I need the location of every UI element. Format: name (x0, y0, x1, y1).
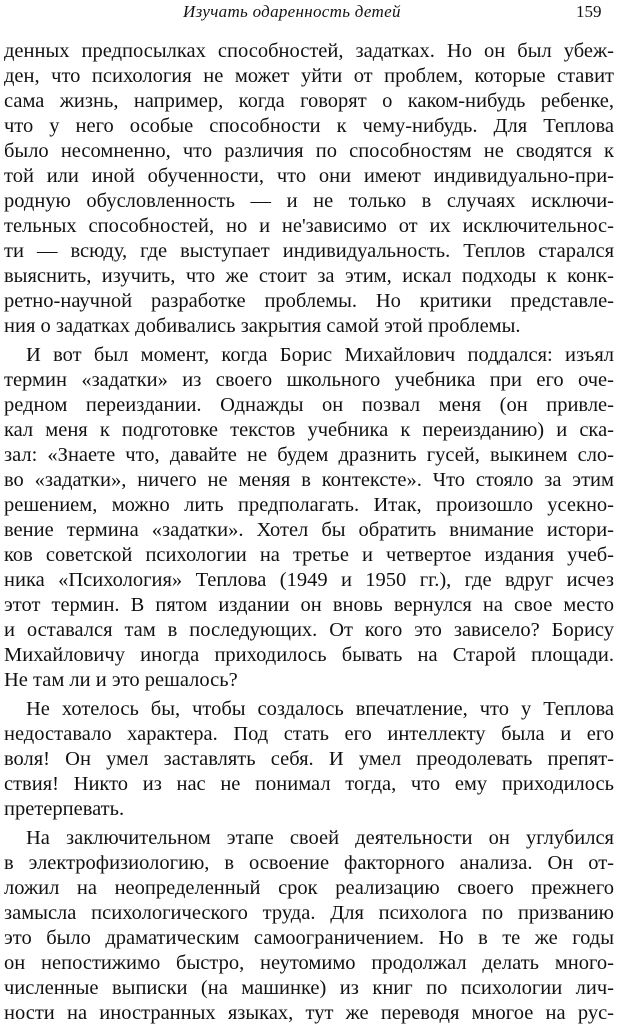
text-line: было несомненно, что различия по способностям не сводятся к (4, 140, 614, 162)
text-line: решением, можно лить предполагать. Итак, произошло усекно- (4, 494, 614, 516)
text-line: сама жизнь, например, когда говорят о каком-нибудь ребенке, (4, 90, 614, 112)
text-line: ния о задатках добивались закрытия самой этой проблемы. (4, 315, 521, 337)
text-line: в электрофизиологию, в освоение факторного анализа. Он от- (4, 852, 614, 874)
text-line: ствия! Никто из нас не понимал тогда, что ему приходилось (4, 773, 614, 795)
page-number: 159 (576, 2, 602, 21)
text-line: недоставало характера. Под стать его интеллекту была и его (4, 723, 614, 745)
text-line: что у него особые способности к чему-нибудь. Для Теплова (4, 115, 614, 137)
text-line: вение термина «задатки». Хотел бы обратить внимание истори- (4, 519, 614, 541)
text-line: он непостижимо быстро, неутомимо продолжал делать много- (4, 952, 614, 974)
text-line: это было драматическим самоограничением. Но в те же годы (4, 927, 614, 949)
text-line: выяснить, изучить, что же стоит за этим, искал подходы к конк- (4, 265, 614, 287)
text-line: той или иной обученности, что они имеют индивидуально-при- (4, 165, 614, 187)
text-line: ретно-научной разработке проблемы. Но критики представле- (4, 290, 614, 312)
text-line: и оставался там в последующих. От кого это зависело? Борису (4, 619, 614, 641)
running-head (0, 2, 620, 26)
text-line: ти — всюду, где выступает индивидуальность. Теплов старался (4, 240, 614, 262)
text-line: ника «Психология» Теплова (1949 и 1950 гг.), где вдруг исчез (4, 569, 614, 591)
text-line: ков советской психологии на третье и четвертое издания учеб- (4, 544, 614, 566)
text-line: ности на иностранных языках, тут же переводя многое на рус- (4, 1002, 614, 1024)
text-line: денных предпосылках способностей, задатках. Но он был убеж- (4, 40, 614, 62)
text-line: родную обусловленность — и не только в случаях исключи- (4, 190, 614, 212)
text-line: во «задатки», ничего не меняя в контексте». Что стояло за этим (4, 469, 614, 491)
text-line: зал: «Знаете что, давайте не будем дразнить гусей, выкинем сло- (4, 444, 614, 466)
text-line: Не хотелось бы, чтобы создалось впечатление, что у Теплова (26, 698, 614, 720)
paragraph (4, 697, 614, 822)
paragraph (4, 826, 614, 1026)
text-line: Не там ли и это решалось? (4, 669, 238, 691)
text-line: численные выписки (на машинке) из книг по психологии лич- (4, 977, 614, 999)
text-line: замысла психологического труда. Для психолога по призванию (4, 902, 614, 924)
body-text (4, 39, 614, 1030)
text-line: претерпевать. (4, 798, 125, 820)
text-line: редном переиздании. Однажды он позвал меня (он привле- (4, 394, 614, 416)
text-line: ложил на неопределенный срок реализацию своего прежнего (4, 877, 614, 899)
text-line: термин «задатки» из своего школьного учебника при его оче- (4, 369, 614, 391)
paragraph (4, 39, 614, 339)
text-line: Михайловичу иногда приходилось бывать на Старой площади. (4, 644, 614, 666)
text-line: И вот был момент, когда Борис Михайлович поддался: изъял (26, 344, 614, 366)
paragraph (4, 343, 614, 693)
text-line: кал меня к подготовке текстов учебника к переизданию) и ска- (4, 419, 614, 441)
text-line: воля! Он умел заставлять себя. И умел преодолевать препят- (4, 748, 614, 770)
text-line: этот термин. В пятом издании он вновь вернулся на свое место (4, 594, 614, 616)
running-title: Изучать одаренность детей (183, 2, 401, 21)
text-line: ден, что психология не может уйти от проблем, которые ставит (4, 65, 614, 87)
text-line: тельных способностей, но и не'зависимо от их исключительнос- (4, 215, 614, 237)
text-line: На заключительном этапе своей деятельности он углубился (26, 827, 614, 849)
